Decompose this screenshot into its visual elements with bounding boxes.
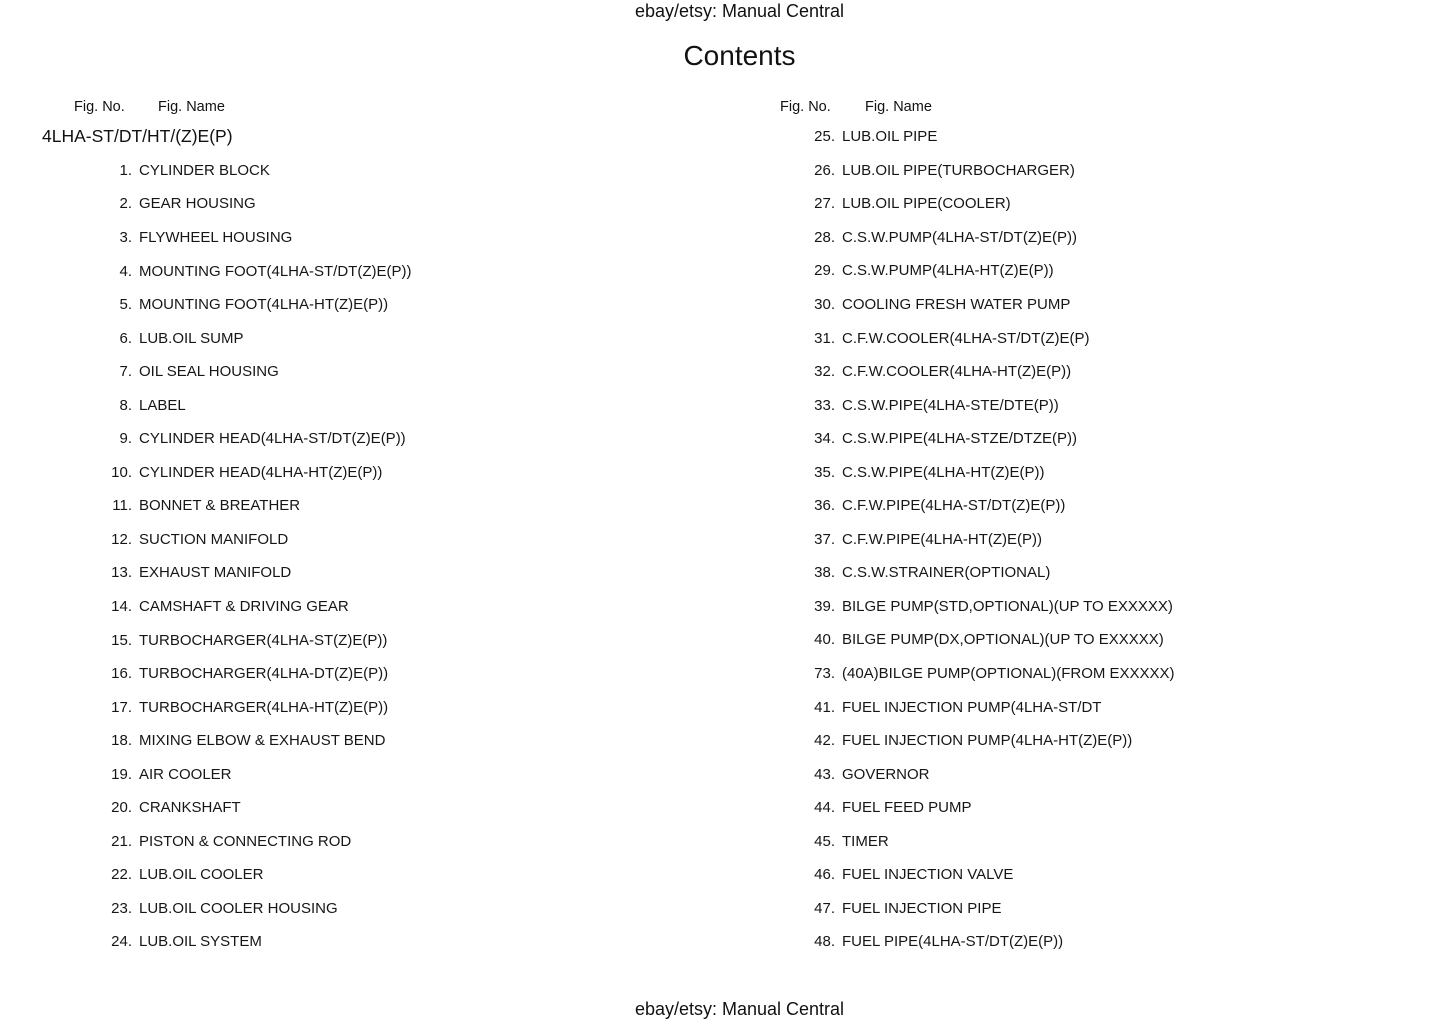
- toc-row: [0, 892, 705, 926]
- toc-fig-name: LUB.OIL PIPE: [842, 128, 938, 146]
- toc-fig-name: GEAR HOUSING: [139, 195, 256, 213]
- toc-row: [0, 556, 705, 590]
- toc-row: [0, 657, 705, 691]
- toc-fig-no: 3.: [119, 228, 132, 246]
- toc-fig-name: BILGE PUMP(STD,OPTIONAL)(UP TO EXXXXX): [842, 597, 1173, 615]
- toc-fig-name: AIR COOLER: [139, 765, 232, 783]
- toc-fig-name: FLYWHEEL HOUSING: [139, 228, 293, 246]
- toc-fig-no: 30.: [814, 296, 835, 313]
- toc-fig-name: FUEL FEED PUMP: [842, 799, 972, 817]
- toc-fig-no: 2.: [119, 195, 132, 213]
- toc-fig-no: 16.: [111, 665, 132, 683]
- toc-fig-no: 38.: [814, 564, 835, 582]
- toc-fig-no: 43.: [814, 765, 835, 783]
- toc-fig-name: GOVERNOR: [842, 765, 930, 783]
- toc-row: [709, 824, 1445, 858]
- toc-row: [709, 892, 1445, 926]
- toc-row: [709, 690, 1445, 724]
- toc-fig-no: 12.: [111, 530, 132, 548]
- toc-fig-no: 13.: [111, 564, 132, 582]
- toc-fig-no: 73.: [814, 665, 835, 683]
- toc-fig-name: SUCTION MANIFOLD: [139, 530, 289, 548]
- toc-column-left: [0, 154, 705, 959]
- toc-fig-name: (40A)BILGE PUMP(OPTIONAL)(FROM EXXXXX): [842, 665, 1175, 683]
- toc-row: [0, 724, 705, 758]
- toc-row: [0, 690, 705, 724]
- toc-fig-no: 20.: [111, 799, 132, 817]
- toc-row: [0, 825, 705, 859]
- toc-fig-name: LUB.OIL COOLER: [139, 866, 264, 884]
- toc-row: [0, 388, 705, 422]
- toc-row: [0, 422, 705, 456]
- toc-row: [709, 154, 1445, 188]
- toc-row: [709, 724, 1445, 758]
- toc-row: [709, 523, 1445, 557]
- toc-fig-name: LUB.OIL SUMP: [139, 329, 244, 347]
- toc-fig-no: 9.: [119, 430, 132, 448]
- toc-fig-name: C.S.W.PIPE(4LHA-HT(Z)E(P)): [842, 463, 1045, 481]
- toc-fig-name: TIMER: [842, 832, 889, 850]
- toc-fig-no: 23.: [111, 899, 132, 917]
- toc-row: [709, 120, 1445, 154]
- toc-fig-no: 10.: [111, 463, 132, 481]
- toc-fig-no: 31.: [814, 329, 835, 347]
- toc-row: [709, 489, 1445, 523]
- toc-row: [0, 254, 705, 288]
- toc-row: [709, 455, 1445, 489]
- toc-row: [709, 254, 1445, 288]
- page-title: Contents: [683, 40, 796, 71]
- toc-fig-name: COOLING FRESH WATER PUMP: [842, 296, 1071, 313]
- toc-row: [0, 489, 705, 523]
- toc-fig-name: TURBOCHARGER(4LHA-DT(Z)E(P)): [139, 665, 389, 683]
- toc-column-right: [709, 120, 1445, 959]
- toc-fig-no: 25.: [814, 128, 835, 146]
- toc-fig-no: 8.: [119, 396, 132, 414]
- left-column-fig-name-header: Fig. Name: [158, 99, 225, 115]
- toc-fig-name: CAMSHAFT & DRIVING GEAR: [139, 597, 349, 615]
- toc-fig-no: 29.: [814, 262, 835, 280]
- toc-row: [0, 925, 705, 959]
- toc-row: [0, 757, 705, 791]
- toc-fig-no: 47.: [814, 899, 835, 917]
- toc-fig-name: CYLINDER HEAD(4LHA-ST/DT(Z)E(P)): [139, 430, 406, 448]
- toc-fig-no: 40.: [814, 631, 835, 649]
- toc-fig-name: FUEL PIPE(4LHA-ST/DT(Z)E(P)): [842, 933, 1064, 951]
- toc-fig-no: 34.: [814, 430, 835, 448]
- toc-fig-no: 22.: [111, 866, 132, 884]
- toc-fig-name: TURBOCHARGER(4LHA-ST(Z)E(P)): [139, 631, 388, 649]
- toc-fig-no: 44.: [814, 799, 835, 817]
- toc-fig-no: 45.: [814, 832, 835, 850]
- toc-fig-name: FUEL INJECTION PUMP(4LHA-ST/DT: [842, 698, 1102, 716]
- toc-row: [0, 355, 705, 389]
- toc-fig-name: FUEL INJECTION PUMP(4LHA-HT(Z)E(P)): [842, 732, 1133, 750]
- toc-row: [709, 388, 1445, 422]
- toc-fig-no: 11.: [112, 497, 132, 515]
- toc-fig-name: FUEL INJECTION PIPE: [842, 899, 1002, 917]
- toc-row: [0, 154, 705, 188]
- toc-fig-name: MOUNTING FOOT(4LHA-HT(Z)E(P)): [139, 296, 389, 314]
- toc-fig-no: 14.: [111, 597, 132, 615]
- toc-fig-name: LUB.OIL SYSTEM: [139, 933, 262, 951]
- toc-fig-name: C.F.W.COOLER(4LHA-ST/DT(Z)E(P): [842, 329, 1090, 347]
- toc-row: [709, 288, 1445, 322]
- toc-fig-no: 26.: [814, 161, 835, 179]
- header-watermark: ebay/etsy: Manual Central: [634, 1, 845, 21]
- toc-row: [709, 221, 1445, 255]
- toc-fig-name: C.S.W.PIPE(4LHA-STZE/DTZE(P)): [842, 430, 1078, 448]
- toc-fig-no: 36.: [814, 497, 835, 515]
- toc-fig-name: FUEL INJECTION VALVE: [842, 866, 1014, 884]
- toc-fig-name: OIL SEAL HOUSING: [139, 363, 279, 381]
- toc-fig-no: 42.: [814, 732, 835, 750]
- toc-fig-no: 24.: [111, 933, 132, 951]
- toc-fig-name: MIXING ELBOW & EXHAUST BEND: [139, 732, 386, 750]
- toc-fig-no: 27.: [814, 195, 835, 213]
- toc-row: [0, 858, 705, 892]
- toc-fig-name: LUB.OIL COOLER HOUSING: [139, 899, 338, 917]
- toc-fig-no: 37.: [814, 530, 835, 548]
- toc-row: [709, 791, 1445, 825]
- toc-fig-no: 39.: [814, 597, 835, 615]
- footer-watermark: ebay/etsy: Manual Central: [634, 999, 845, 1019]
- toc-fig-name: PISTON & CONNECTING ROD: [139, 832, 352, 850]
- toc-fig-name: TURBOCHARGER(4LHA-HT(Z)E(P)): [139, 698, 389, 716]
- toc-row: [0, 321, 705, 355]
- toc-row: [709, 657, 1445, 691]
- toc-row: [709, 858, 1445, 892]
- toc-fig-name: C.S.W.STRAINER(OPTIONAL): [842, 564, 1051, 582]
- toc-fig-no: 7.: [119, 363, 132, 381]
- right-column-fig-no-header: Fig. No.: [780, 99, 831, 115]
- toc-row: [709, 355, 1445, 389]
- toc-fig-no: 41.: [814, 698, 835, 716]
- toc-fig-no: 6.: [119, 329, 132, 347]
- toc-row: [0, 288, 705, 322]
- toc-fig-no: 18.: [111, 732, 132, 750]
- toc-fig-name: EXHAUST MANIFOLD: [139, 564, 292, 582]
- toc-row: [709, 590, 1445, 624]
- toc-fig-no: 17.: [111, 698, 132, 716]
- toc-row: [0, 456, 705, 490]
- toc-fig-name: LUB.OIL PIPE(COOLER): [842, 195, 1011, 213]
- toc-fig-name: C.F.W.PIPE(4LHA-HT(Z)E(P)): [842, 530, 1043, 548]
- toc-fig-no: 46.: [814, 866, 835, 884]
- toc-row: [0, 187, 705, 221]
- toc-fig-name: LABEL: [139, 396, 186, 414]
- toc-fig-name: C.S.W.PIPE(4LHA-STE/DTE(P)): [842, 396, 1059, 414]
- toc-row: [0, 791, 705, 825]
- toc-row: [709, 556, 1445, 590]
- toc-fig-name: CYLINDER BLOCK: [139, 161, 270, 179]
- model-group-title: 4LHA-ST/DT/HT/(Z)E(P): [42, 126, 233, 147]
- toc-fig-no: 4.: [119, 262, 132, 280]
- toc-fig-name: C.F.W.PIPE(4LHA-ST/DT(Z)E(P)): [842, 497, 1066, 515]
- toc-fig-no: 35.: [814, 463, 835, 481]
- toc-fig-name: BILGE PUMP(DX,OPTIONAL)(UP TO EXXXXX): [842, 631, 1164, 649]
- toc-row: [709, 422, 1445, 456]
- toc-fig-name: CYLINDER HEAD(4LHA-HT(Z)E(P)): [139, 463, 383, 481]
- toc-fig-no: 28.: [814, 228, 835, 246]
- toc-fig-no: 21.: [111, 832, 132, 850]
- toc-row: [709, 623, 1445, 657]
- toc-fig-no: 48.: [814, 933, 835, 951]
- toc-fig-name: MOUNTING FOOT(4LHA-ST/DT(Z)E(P)): [139, 262, 412, 280]
- toc-fig-no: 5.: [119, 296, 132, 314]
- toc-row: [709, 187, 1445, 221]
- toc-fig-no: 32.: [814, 363, 835, 381]
- toc-row: [0, 221, 705, 255]
- toc-fig-no: 19.: [111, 765, 132, 783]
- left-column-fig-no-header: Fig. No.: [74, 99, 125, 115]
- toc-fig-no: 33.: [814, 396, 835, 414]
- toc-row: [0, 590, 705, 624]
- toc-fig-name: C.S.W.PUMP(4LHA-ST/DT(Z)E(P)): [842, 228, 1077, 246]
- toc-row: [709, 321, 1445, 355]
- toc-fig-name: CRANKSHAFT: [139, 799, 241, 817]
- toc-fig-no: 1.: [119, 161, 132, 179]
- toc-row: [0, 523, 705, 557]
- toc-fig-name: C.F.W.COOLER(4LHA-HT(Z)E(P)): [842, 363, 1072, 381]
- toc-fig-name: BONNET & BREATHER: [139, 497, 301, 515]
- toc-row: [709, 925, 1445, 959]
- toc-fig-name: LUB.OIL PIPE(TURBOCHARGER): [842, 161, 1075, 179]
- right-column-fig-name-header: Fig. Name: [865, 99, 932, 115]
- toc-row: [0, 623, 705, 657]
- toc-fig-no: 15.: [111, 631, 132, 649]
- toc-fig-name: C.S.W.PUMP(4LHA-HT(Z)E(P)): [842, 262, 1054, 280]
- toc-row: [709, 757, 1445, 791]
